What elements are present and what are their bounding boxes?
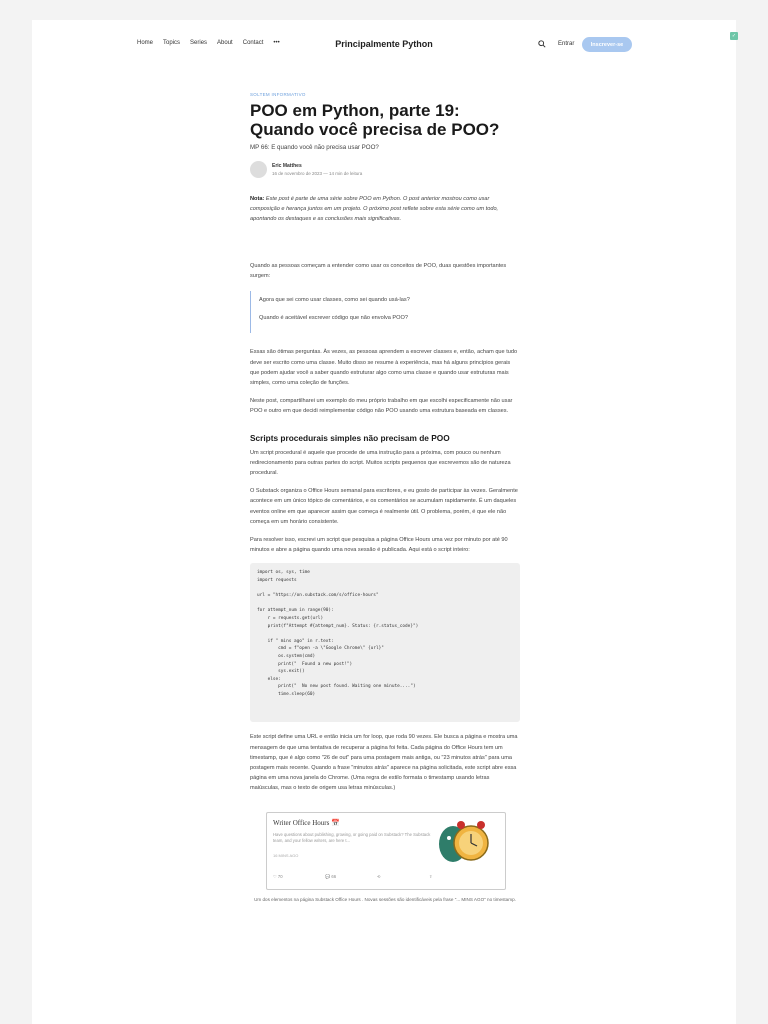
intro-paragraph: Quando as pessoas começam a entender como usar os conceitos de POO, duas questões importantes surgem:	[250, 262, 507, 279]
top-navigation	[32, 20, 736, 72]
embed-title[interactable]: Writer Office Hours 📅	[273, 818, 340, 827]
nav-about[interactable]: About	[217, 40, 233, 46]
office-hours-embed[interactable]	[266, 812, 506, 890]
quote-line-1: Agora que sei como usar classes, como sei quando usá-las?	[259, 297, 410, 304]
site-title[interactable]: Principalmente Python	[335, 39, 433, 49]
comments-value: 66	[331, 873, 337, 879]
note-text: Este post é parte de uma série sobre POO em Python. O post anterior mostrou como usar composição e herança juntos em um projeto. O próximo post reflete sobre esta série como um todo, apontando os destaques e as conclusões mais significativas.	[250, 196, 499, 223]
section-heading: Scripts procedurais simples não precisam de POO	[250, 432, 450, 443]
questions-quote	[250, 291, 520, 333]
paragraph-6: Este script define uma URL e então inicia um for loop, que roda 90 vezes. Ele busca a página e mostra uma mensagem de que uma tentativa de recuperar a página foi feita. Cada página do Office Hours tem um timestamp, que é algo como "26 de out" para uma postagem mais antiga, ou "23 minutos atrás" para uma postagem mais recente. Quando a frase "minutos atrás" aparece na página solicitada, este script abre essa página em uma nova janela do Chrome. (Uma regra de estilo formata o timestamp usando letras maiúsculas, mas o texto de origem usa letras minúsculas.)	[250, 734, 518, 792]
article	[250, 92, 520, 904]
nav-more-icon[interactable]: •••	[273, 40, 280, 46]
paragraph-1: Essas são ótimas perguntas. Às vezes, as pessoas aprendem a escrever classes e, então, acham que tudo deve ser escrito como uma classe. Muito disso se resume à experiência, mas há alguns princípios gerais que podem ajudar você a saber quando estruturar algo como uma classe e quando usar estruturas mais simples, como uma coleção de funções.	[250, 349, 518, 387]
embed-caption: Um dos elementos na página Substack Office Hours . Novas sessões são identificáveis pela frase "... MINS AGO" no timestamp.	[254, 896, 516, 902]
likes-count[interactable]: ♡ 70	[273, 873, 283, 879]
article-subtitle: MP 66: E quando você não precisa usar POO?	[250, 144, 379, 151]
paragraph-4: O Substack organiza o Office Hours semanal para escritores, e eu gosto de participar às vezes. Geralmente acontece em um único tópico de comentários, e os comentários se acumulam rapidamente. É um daqueles eventos online em que aparecer assim que começa é realmente útil. O problema, porém, é que ele não começa em um horário consistente.	[250, 488, 518, 525]
page	[32, 20, 736, 1024]
likes-value: 70	[277, 873, 283, 879]
alarm-clock-image	[435, 818, 497, 866]
nav-series[interactable]: Series	[190, 40, 208, 46]
series-note	[250, 194, 520, 225]
avatar[interactable]	[250, 161, 267, 178]
author-byline	[250, 161, 520, 178]
embed-description: Have questions about publishing, growing, or going paid on Substack? The Substack team, and your fellow writers, are here t...	[273, 831, 431, 844]
extension-icon[interactable]: ✓	[731, 33, 737, 39]
subscribe-button[interactable]: Inscrever-se	[582, 37, 632, 52]
restack-icon[interactable]: ⟲	[377, 873, 381, 879]
code-block: import os, sys, time import requests url = "https://on.substack.com/s/office-hours" for attempt_num in range(90): r = requests.get(url) print(f"Attempt #{attempt_num}. Status: {r.status_code}") if " mins ago" in r.text: cmd = f"open -a \"Google Chrome\" {url}" os.system(cmd) print(" Found a new post!") sys.exit() else: print(" No new post found. Waiting one minute....") time.sleep(60)	[250, 563, 520, 722]
nav-contact[interactable]: Contact	[242, 40, 264, 46]
note-label: Nota:	[250, 196, 265, 202]
article-kicker[interactable]: SOLTEM INFORMATIVO	[250, 92, 306, 97]
share-icon[interactable]: ⇪	[429, 873, 433, 879]
author-name[interactable]: Eric Matthes	[272, 163, 302, 169]
nav-home[interactable]: Home	[137, 40, 154, 46]
embed-timestamp: 16 MINS AGO	[273, 852, 299, 858]
paragraph-2: Neste post, compartilharei um exemplo do meu próprio trabalho em que escolhi especificamente não usar POO e outro em que decidi reimplementar código não POO usando uma estrutura baseada em classes.	[250, 398, 513, 415]
paragraph-3: Um script procedural é aquele que procede de uma instrução para a próxima, com pouco ou nenhum redirecionamento para outras partes do script. Muitos scripts pequenos que escrevemos são de natureza procedural.	[250, 449, 511, 477]
comments-count[interactable]: 💬 66	[325, 873, 337, 879]
search-icon[interactable]	[538, 40, 546, 48]
post-meta: 16 de novembro de 2023 — 14 min de leitura	[272, 171, 363, 176]
nav-topics[interactable]: Topics	[163, 40, 181, 46]
paragraph-5: Para resolver isso, escrevi um script que pesquisa a página Office Hours uma vez por minuto por até 90 minutos e abre a página quando uma nova sessão é publicada. Aqui está o script inteiro:	[250, 537, 508, 554]
quote-line-2: Quando é aceitável escrever código que não envolva POO?	[259, 315, 408, 322]
article-title: POO em Python, parte 19: Quando você precisa de POO?	[250, 101, 500, 139]
embed-stats	[273, 874, 481, 880]
signin-link[interactable]: Entrar	[558, 41, 575, 47]
